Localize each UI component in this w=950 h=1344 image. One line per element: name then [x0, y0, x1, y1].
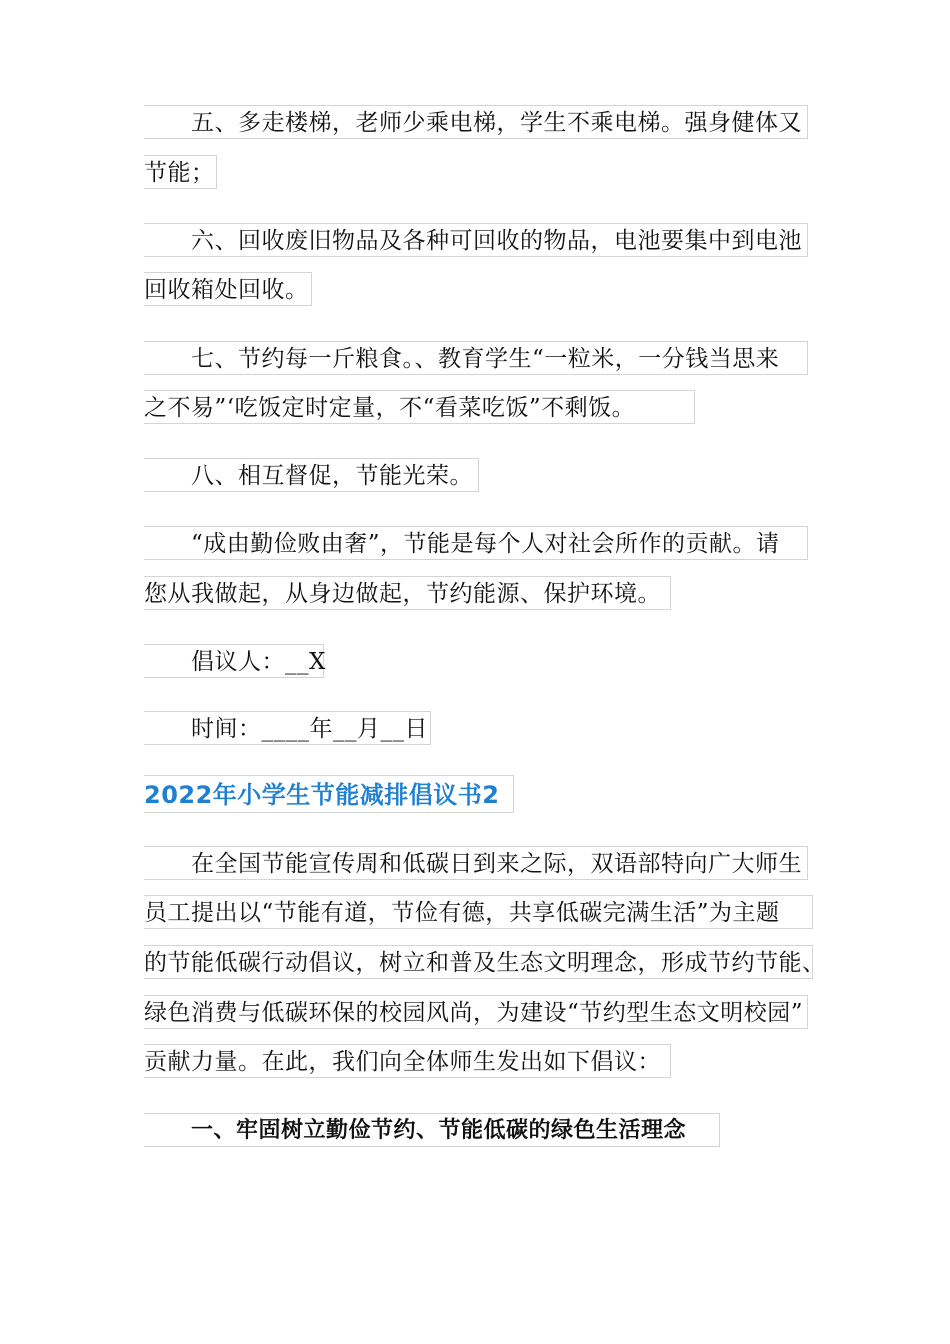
- closing-text-1: “成由勤俭败由奢”，节能是每个人对社会所作的贡献。请: [191, 531, 780, 557]
- proposer-line: [144, 644, 324, 678]
- intro-text-2: 员工提出以“节能有道，节俭有德，共享低碳完满生活”为主题: [144, 900, 780, 926]
- item-5-line-2: [144, 155, 217, 189]
- intro-text-5: 贡献力量。在此，我们向全体师生发出如下倡议：: [144, 1049, 661, 1075]
- intro-line-4: [144, 995, 808, 1029]
- item-7-line-1: [144, 341, 808, 375]
- section-1-title: [144, 1113, 720, 1147]
- item-5-text-1: 五、多走楼梯，老师少乘电梯，学生不乘电梯。强身健体又: [191, 110, 802, 136]
- closing-text-2: 您从我做起，从身边做起，节约能源、保护环境。: [144, 581, 661, 607]
- item-6-text-1: 六、回收废旧物品及各种可回收的物品，电池要集中到电池: [191, 228, 802, 254]
- closing-line-1: [144, 526, 808, 560]
- time-line: [144, 711, 431, 745]
- intro-text-4: 绿色消费与低碳环保的校园风尚，为建设“节约型生态文明校园”: [144, 1000, 804, 1026]
- item-8-text-1: 八、相互督促，节能光荣。: [191, 463, 473, 489]
- section-1-title-text: 一、牢固树立勤俭节约、节能低碳的绿色生活理念: [191, 1118, 687, 1143]
- item-6-line-1: [144, 223, 808, 257]
- item-5-text-2: 节能；: [144, 160, 215, 186]
- item-6-text-2: 回收箱处回收。: [144, 277, 309, 303]
- proposer-text: 倡议人：__X: [191, 649, 326, 675]
- intro-line-3: [144, 945, 826, 979]
- intro-text-1: 在全国节能宣传周和低碳日到来之际，双语部特向广大师生: [191, 851, 802, 877]
- closing-line-2: [144, 576, 671, 610]
- item-5-line-1: [144, 105, 808, 139]
- intro-line-5: [144, 1044, 671, 1078]
- intro-line-1: [144, 846, 808, 880]
- time-text: 时间：____年__月__日: [191, 716, 428, 742]
- item-8-line-1: [144, 458, 479, 492]
- intro-line-2: [144, 895, 813, 929]
- item-7-text-2: 之不易”‘吃饭定时定量，不“看菜吃饭”不剩饭。: [144, 395, 636, 421]
- heading-2-text: 2022年小学生节能减排倡议书2: [144, 781, 500, 809]
- intro-text-3: 的节能低碳行动倡议，树立和普及生态文明理念，形成节约节能、: [144, 950, 826, 976]
- item-7-text-1: 七、节约每一斤粮食。、教育学生“一粒米，一分钱当思来: [191, 346, 780, 372]
- section-heading-2: [144, 775, 514, 813]
- item-6-line-2: [144, 272, 312, 306]
- item-7-line-2: [144, 390, 695, 424]
